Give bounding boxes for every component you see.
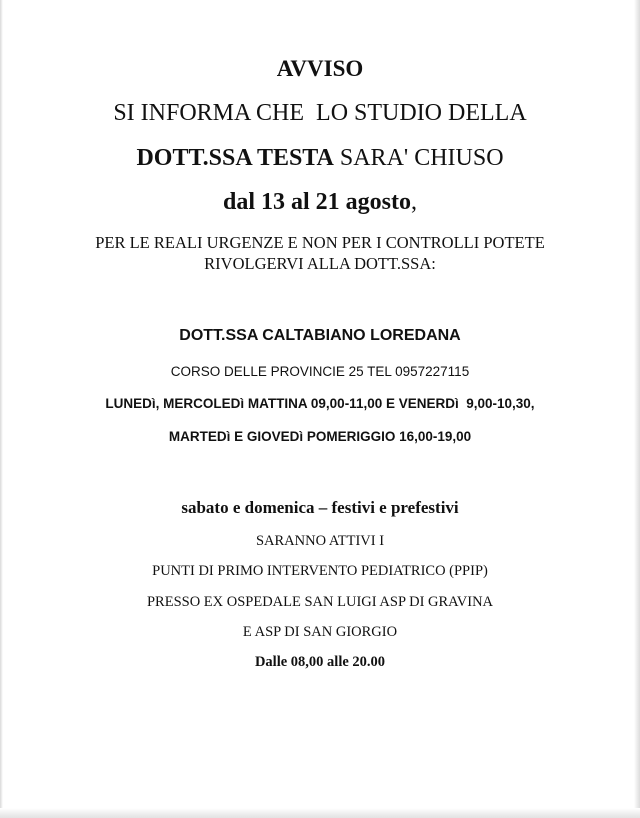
urgent-line-1: PER LE REALI URGENZE E NON PER I CONTROLLI POTETE xyxy=(95,233,545,252)
closure-dates: dal 13 al 21 agosto xyxy=(222,189,411,215)
page-edge-bottom xyxy=(0,808,640,818)
closure-dates-line xyxy=(0,189,640,216)
weekend-line-4: E ASP DI SAN GIORGIO xyxy=(242,624,398,640)
weekend-line-3: PRESSO EX OSPEDALE SAN LUIGI ASP DI GRAVINA xyxy=(146,594,494,610)
urgent-line-2: RIVOLGERVI ALLA DOTT.SSA: xyxy=(204,254,436,273)
substitute-doctor-name: DOTT.SSA CALTABIANO LOREDANA xyxy=(179,327,461,344)
substitute-hours-line-2: MARTEDì E GIOVEDì POMERIGGIO 16,00-19,00 xyxy=(168,429,472,444)
doctor-name: DOTT.SSA TESTA xyxy=(136,145,334,171)
closed-text: SARA' CHIUSO xyxy=(339,145,504,171)
notice-intro-line: SI INFORMA CHE LO STUDIO DELLA xyxy=(113,100,527,126)
notice-title: AVVISO xyxy=(276,56,364,81)
weekend-heading: sabato e domenica – festivi e prefestivi xyxy=(181,498,459,517)
weekend-line-1: SARANNO ATTIVI I xyxy=(255,533,385,549)
weekend-hours: Dalle 08,00 alle 20.00 xyxy=(254,654,386,670)
closure-dates-comma: , xyxy=(411,189,417,215)
notice-closure-line xyxy=(0,145,640,172)
substitute-address: CORSO DELLE PROVINCIE 25 TEL 0957227115 xyxy=(170,364,470,379)
weekend-line-2: PUNTI DI PRIMO INTERVENTO PEDIATRICO (PPIP) xyxy=(152,563,488,579)
substitute-hours-line-1: LUNEDì, MERCOLEDì MATTINA 09,00-11,00 E VENERDì 9,00-10,30, xyxy=(105,396,535,411)
